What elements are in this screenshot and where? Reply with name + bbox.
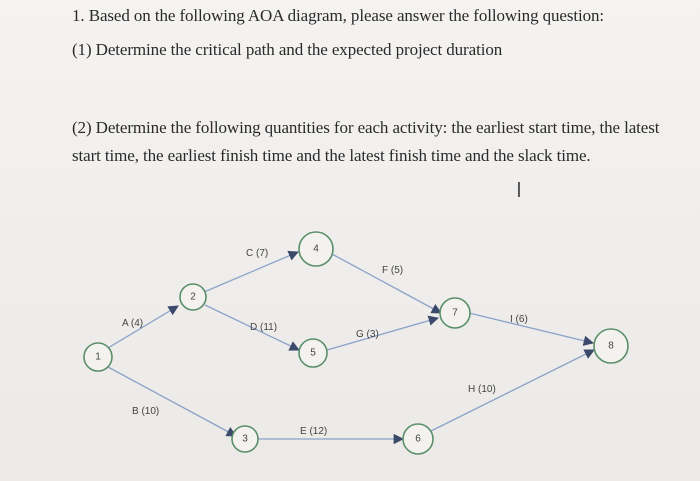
question-part-2-line-2: start time, the earliest finish time and the latest finish time and the slack time. — [72, 146, 591, 165]
node-2 — [180, 284, 206, 310]
node-2-label: 2 — [190, 291, 196, 303]
edge-g — [327, 318, 438, 350]
activity-label-a: A (4) — [122, 318, 144, 329]
activity-label-g: G (3) — [356, 329, 379, 340]
activity-label-b: B (10) — [132, 406, 160, 417]
node-3-label: 3 — [242, 433, 248, 445]
node-8 — [594, 329, 628, 363]
edge-f — [332, 254, 441, 313]
node-1 — [84, 343, 112, 371]
edge-h — [431, 350, 594, 431]
node-4 — [299, 232, 333, 266]
activity-label-d: D (11) — [250, 322, 278, 333]
node-4-label: 4 — [313, 243, 319, 255]
node-8-label: 8 — [608, 340, 614, 352]
question-part-2-line-1: (2) Determine the following quantities for each activity: the earliest start time, the latest — [72, 118, 660, 137]
node-6 — [403, 424, 433, 454]
activity-label-e: E (12) — [300, 426, 328, 437]
node-5-label: 5 — [310, 347, 316, 359]
node-1-label: 1 — [95, 351, 101, 363]
node-3 — [232, 426, 258, 452]
text-cursor-icon: I — [516, 178, 522, 202]
node-7 — [440, 298, 470, 328]
activity-label-h: H (10) — [468, 384, 496, 395]
question-part-1: (1) Determine the critical path and the expected project duration — [72, 40, 503, 59]
node-5 — [299, 339, 327, 367]
node-7-label: 7 — [452, 307, 458, 319]
activity-label-i: I (6) — [510, 314, 528, 325]
activity-label-c: C (7) — [246, 248, 269, 259]
node-6-label: 6 — [415, 433, 421, 445]
edge-i — [469, 313, 593, 343]
activity-label-f: F (5) — [382, 265, 404, 276]
question-title: 1. Based on the following AOA diagram, please answer the following question: — [72, 6, 605, 25]
edge-b — [108, 367, 236, 436]
